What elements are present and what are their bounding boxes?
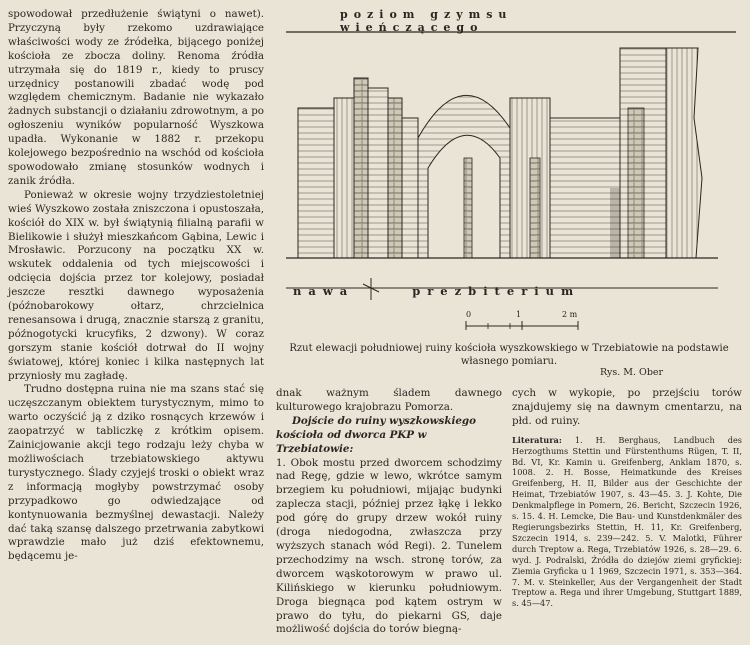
wall-middle bbox=[368, 88, 418, 258]
label-cornice-level: poziom gzymsu wieńczącego bbox=[340, 8, 513, 34]
literature-heading: Literatura: bbox=[512, 434, 562, 445]
directions-heading: Dojście do ruiny wyszkowskiego kościoła od dworca PKP w Trzebiatowie: bbox=[276, 414, 476, 455]
scale-label-1: 1 bbox=[516, 310, 522, 319]
literature bbox=[512, 435, 742, 610]
scale-label-0: 0 bbox=[466, 310, 472, 319]
left-column bbox=[8, 8, 264, 564]
label-nave-presbytery bbox=[293, 284, 603, 298]
left-paragraph-1: spowodował przedłużenie świątyni o nawet). Przyczyną były rzekomo uzdrawiające właściwości wody ze źródełka, bijącego poniżej kościoła ze zbocza doliny. Renoma źródła utrzymała się do 1819 r., kiedy to pruscy urzędnicy postanowili zbadać wodę pod względem chemicznym. Badanie nie wykazało żadnych substancji o działaniu zdrowotnym, a po ogłoszeniu wyników popularność Wyszkowa upadła. Wykonanie w 1882 r. przekopu kolejowego bezpośrednio na wschód od kościoła spowodowało zmianę stosunków wodnych i zanik źródła. bbox=[8, 8, 264, 187]
scale-label-2: 2 m bbox=[562, 310, 578, 319]
elevation-drawing bbox=[278, 8, 740, 368]
scale-bar bbox=[466, 321, 578, 330]
literature-list: 1. H. Berghaus, Landbuch des Herzogthums Stettin und Fürstenthums Rügen, T. II, Bd. VI, Kr. Kamin u. Greifenberg, Anklam 1870, s. 1008. 2. H. Bosse, Heimatkunde des Kreises Greifenberg, H. II, Bilder aus der Geschichte der Heimat, Trzebiatów 1907, s. 43—45. 3. J. Kohte, Die Denkmalpflege in Pomern, 26. Bericht, Szczecin 1926, s. 15. 4. H. Lemcke, Die Bau- und Kunstdenkmäler des Regierungsbezirks Stettin, H. 11, Kr. Greifenberg, Szczecin 1914, s. 239—242. 5. V. Malotki, Führer durch Treptow a. Rega, Trzebiatów 1926, s. 28—29. 6. wyd. J. Podralski, Źródła do dziejów ziemi gryfickiej: Ziemia Gryficka u 1 1969, Szczecin 1971, s. 353—364. 7. M. v. Steinkeller, Aus der Vergangenheit der Stadt Treptow a. Rega und ihrer Umgebung, Stuttgart 1889, s. 45—47. bbox=[512, 434, 742, 609]
directions-body: 1. Obok mostu przed dworcem schodzimy nad Regę, gdzie w lewo, wkrótce samym brzegiem ku południowi, mijając budynki zaplecza stacji, później przez łąkę i lekko pod górę do grupy drzew wokół ruiny (droga niedogodna, zwłaszcza przy wyższych stanach wód Regi). 2. Tunelem przechodzimy na wsch. stronę torów, za dworcem wąskotorowym w prawo ul. Kilińskiego w kierunku południowym. Droga biegnąca pod kątem ostrym w prawo do tyłu, do piekarni GS, daje możliwość dojścia do torów biegną- bbox=[276, 456, 502, 636]
arch bbox=[418, 95, 510, 258]
figure-credit: Rys. M. Ober bbox=[600, 367, 664, 378]
label-presbytery: prezbiterium bbox=[412, 284, 581, 298]
middle-continuation: dnak ważnym śladem dawnego kulturowego krajobrazu Pomorza. bbox=[276, 387, 502, 413]
right-continuation: cych w wykopie, po przejściu torów znajdujemy się na dawnym cmentarzu, na płd. od ruiny. bbox=[512, 387, 742, 427]
left-paragraph-3: Trudno dostępna ruina nie ma szans stać się uczęszczanym obiektem turystycznym, mimo to warto oczyścić ją z dziko rosnących krzewów i zaopatrzyć w tabliczkę z krótkim opisem. Zainicjowanie akcji tego rodzaju leży chyba w możliwościach trzebiatowskiego aktywu turystycznego. Ślady czyjejś troski o obiekt wraz z informacją mogłyby powstrzymać osoby przypadkowo go odwiedzające od kontynuowania bezmyślnej dewastacji. Należy dać taką szansę dalszego przetrwania zabytkowi wprawdzie mało już dziś efektownemu, będącemu je- bbox=[8, 383, 264, 563]
wall-right bbox=[510, 48, 702, 258]
middle-column bbox=[276, 387, 502, 637]
label-nave: nawa bbox=[293, 284, 355, 298]
figure-caption: Rzut elewacji południowej ruiny kościoła wyszkowskiego w Trzebiatowie na podstawie własnego pomiaru. bbox=[289, 343, 729, 367]
wall-left bbox=[298, 78, 368, 258]
left-paragraph-2: Ponieważ w okresie wojny trzydziestoletniej wieś Wyszkowo została zniszczona i opustoszała, kościół do XIX w. był świątynią filialną parafii w Bielikowie i służył mieszkańcom Gąbina, Lewic i Mrosławic. Porzucony na początku XX w. wskutek oddalenia od tych miejscowości i odcięcia dojścia przez tor kolejowy, posiadał jeszcze resztki dawnego wyposażenia (późnobarokowy ołtarz, chrzcielnica renesansowa i drugą, znacznie starszą z granitu, późnogotycki krucyfiks, 2 dzwony). W coraz gorszym stanie kościół dotrwał do II wojny światowej, której koniec i kilka następnych lat przyniosły mu zagładę. bbox=[8, 188, 264, 382]
right-column bbox=[512, 387, 742, 609]
